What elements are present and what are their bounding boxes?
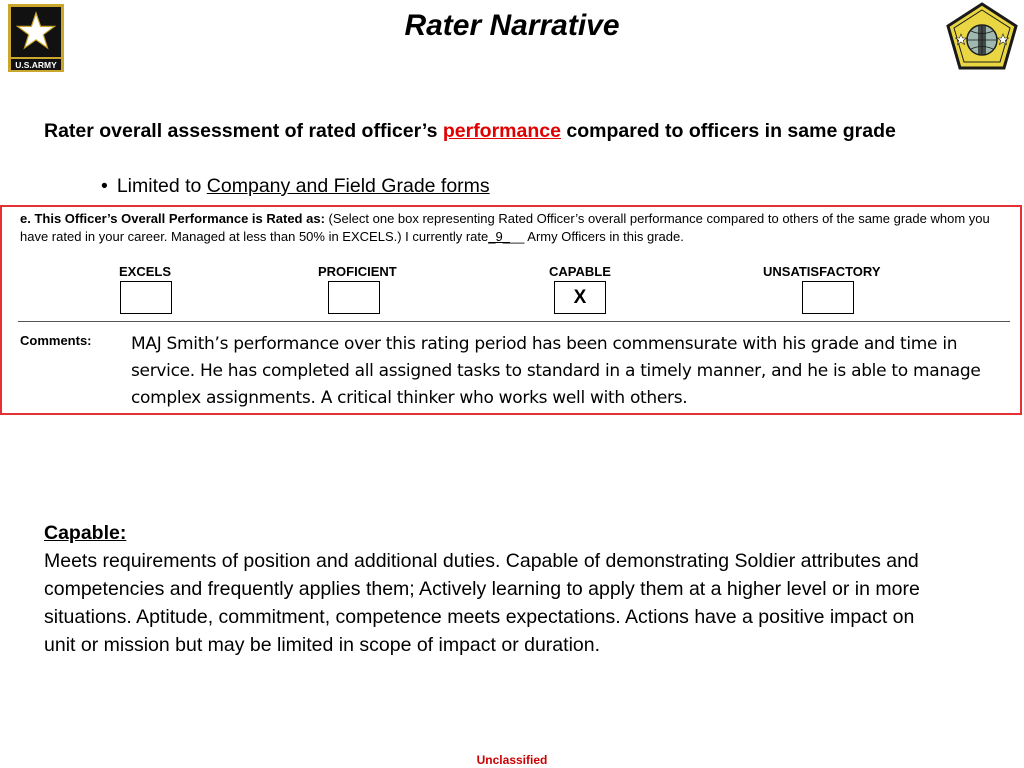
instructions-pre: (Select one box representing Rated Officer’s overall performance compared to others of the same grade whom you have rated in your career. Managed at less than 50% in EXCELS.) I currently rate [20, 211, 990, 244]
rating-label-excels: EXCELS [119, 264, 172, 279]
capable-definition: Meets requirements of position and additional duties. Capable of demonstrating Soldier attributes and competencies and frequently applies them; Actively learning to apply them at a higher level or in more situations. Aptitude, commitment, competence meets expectations. Actions have a positive impact on unit or mission but may be limited in scope of impact or duration. [44, 550, 920, 656]
form-heading: e. This Officer’s Overall Performance is Rated as: [20, 211, 325, 226]
capable-title: Capable: [44, 522, 127, 544]
form-instructions [20, 210, 1018, 246]
rating-box-excels[interactable] [120, 281, 172, 314]
assessment-prefix: Rater overall assessment of rated officer’s [44, 120, 443, 142]
slide-title: Rater Narrative [404, 9, 620, 42]
limited-bullet [101, 173, 490, 199]
form-excerpt [0, 205, 1022, 415]
rating-box-unsatisfactory[interactable] [802, 281, 854, 314]
rating-box-proficient[interactable] [328, 281, 380, 314]
rating-label-proficient: PROFICIENT [318, 264, 397, 279]
forms-link[interactable]: Company and Field Grade forms [206, 175, 490, 197]
comments-text: MAJ Smith’s performance over this rating period has been commensurate with his grade and time in service. He has completed all assigned tasks to standard in a timely manner, and he is able to manage complex assignments. A critical thinker who works well with others. [131, 334, 981, 408]
bullet-dot-icon: • [101, 175, 108, 197]
comments-label: Comments: [20, 333, 92, 348]
rate-count: _9_ [488, 229, 510, 244]
svg-text:U.S.ARMY: U.S.ARMY [15, 60, 57, 70]
classification-label: Unclassified [476, 753, 548, 767]
bullet-prefix: Limited to [116, 175, 207, 197]
instructions-post: __ Army Officers in this grade. [509, 229, 684, 244]
assessment-highlight: performance [442, 120, 561, 142]
rating-box-capable[interactable]: X [554, 281, 606, 314]
rating-label-unsatisfactory: UNSATISFACTORY [763, 264, 881, 279]
assessment-suffix: compared to officers in same grade [560, 120, 896, 142]
section-divider [18, 321, 1010, 322]
rating-label-capable: CAPABLE [549, 264, 611, 279]
assessment-heading [44, 118, 1004, 145]
